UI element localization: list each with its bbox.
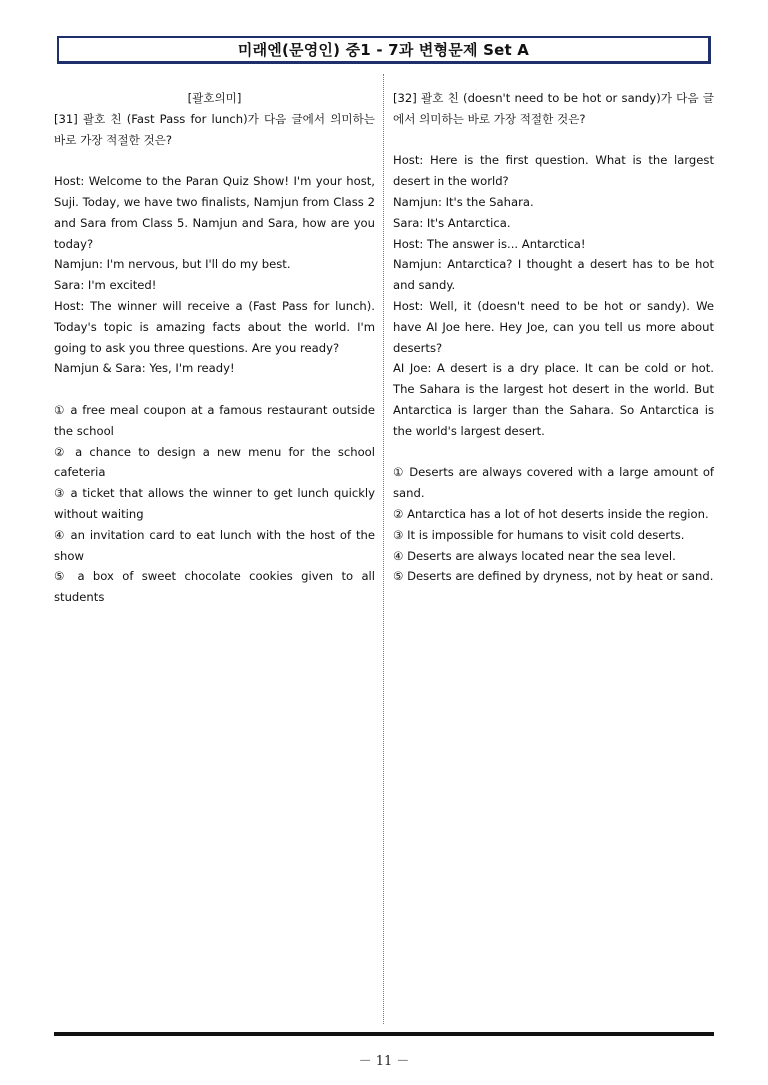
choice-5: ⑤ a box of sweet chocolate cookies given to all students [54, 569, 375, 605]
passage-line: Namjun: It's the Sahara. [393, 194, 534, 209]
choice-4: ④ an invitation card to eat lunch with the host of the show [54, 527, 375, 563]
footer-rule [54, 1032, 714, 1036]
column-divider [383, 74, 384, 1024]
passage-line: Host: The answer is... Antarctica! [393, 236, 586, 251]
choice-1: ① a free meal coupon at a famous restaurant outside the school [54, 402, 375, 438]
question-31-prompt: [31] 괄호 친 (Fast Pass for lunch)가 다음 글에서 의미하는 바로 가장 적절한 것은? [54, 111, 375, 147]
section-label: [괄호의미] [187, 91, 242, 105]
left-column [54, 88, 375, 608]
page-title: 미래엔(문영인) 중1 - 7과 변형문제 Set A [237, 41, 530, 59]
header-box [57, 36, 711, 64]
passage-line: Namjun: Antarctica? I thought a desert has to be hot and sandy. [393, 257, 714, 293]
choice-3: ③ a ticket that allows the winner to get lunch quickly without waiting [54, 486, 375, 521]
passage-line: Namjun & Sara: Yes, I'm ready! [54, 361, 235, 376]
passage-line: Host: Well, it (doesn't need to be hot or sandy). We have AI Joe here. Hey Joe, can you tell us more about deserts? [393, 298, 714, 355]
question-32-prompt: [32] 괄호 친 (doesn't need to be hot or sandy)가 다음 글에서 의미하는 바로 가장 적절한 것은? [393, 91, 714, 126]
choice-4: ④ Deserts are always located near the sea level. [393, 548, 676, 563]
passage-line: Host: Here is the first question. What is the largest desert in the world? [393, 153, 714, 189]
choice-2: ② a chance to design a new menu for the school cafeteria [54, 444, 375, 480]
choice-2: ② Antarctica has a lot of hot deserts inside the region. [393, 506, 709, 521]
choice-5: ⑤ Deserts are defined by dryness, not by heat or sand. [393, 569, 714, 584]
passage-line: Host: Welcome to the Paran Quiz Show! I'm your host, Suji. Today, we have two finalists, Namjun from Class 2 and Sara from Class 5. Namjun and Sara, how are you today? [54, 174, 375, 251]
passage-line: Sara: I'm excited! [54, 278, 157, 293]
choice-3: ③ It is impossible for humans to visit cold deserts. [393, 527, 685, 542]
passage-line: Host: The winner will receive a (Fast Pass for lunch). Today's topic is amazing facts about the world. I'm going to ask you three questions. Are you ready? [54, 298, 375, 355]
page-number: － 11 － [358, 1054, 410, 1069]
right-column [393, 88, 714, 587]
passage-line: Sara: It's Antarctica. [393, 215, 511, 230]
passage-line: AI Joe: A desert is a dry place. It can be cold or hot. The Sahara is the largest hot desert in the world. But Antarctica is larger than the Sahara. So Antarctica is the world's largest desert. [393, 361, 714, 438]
choice-1: ① Deserts are always covered with a large amount of sand. [393, 465, 714, 501]
passage-line: Namjun: I'm nervous, but I'll do my best. [54, 257, 291, 272]
